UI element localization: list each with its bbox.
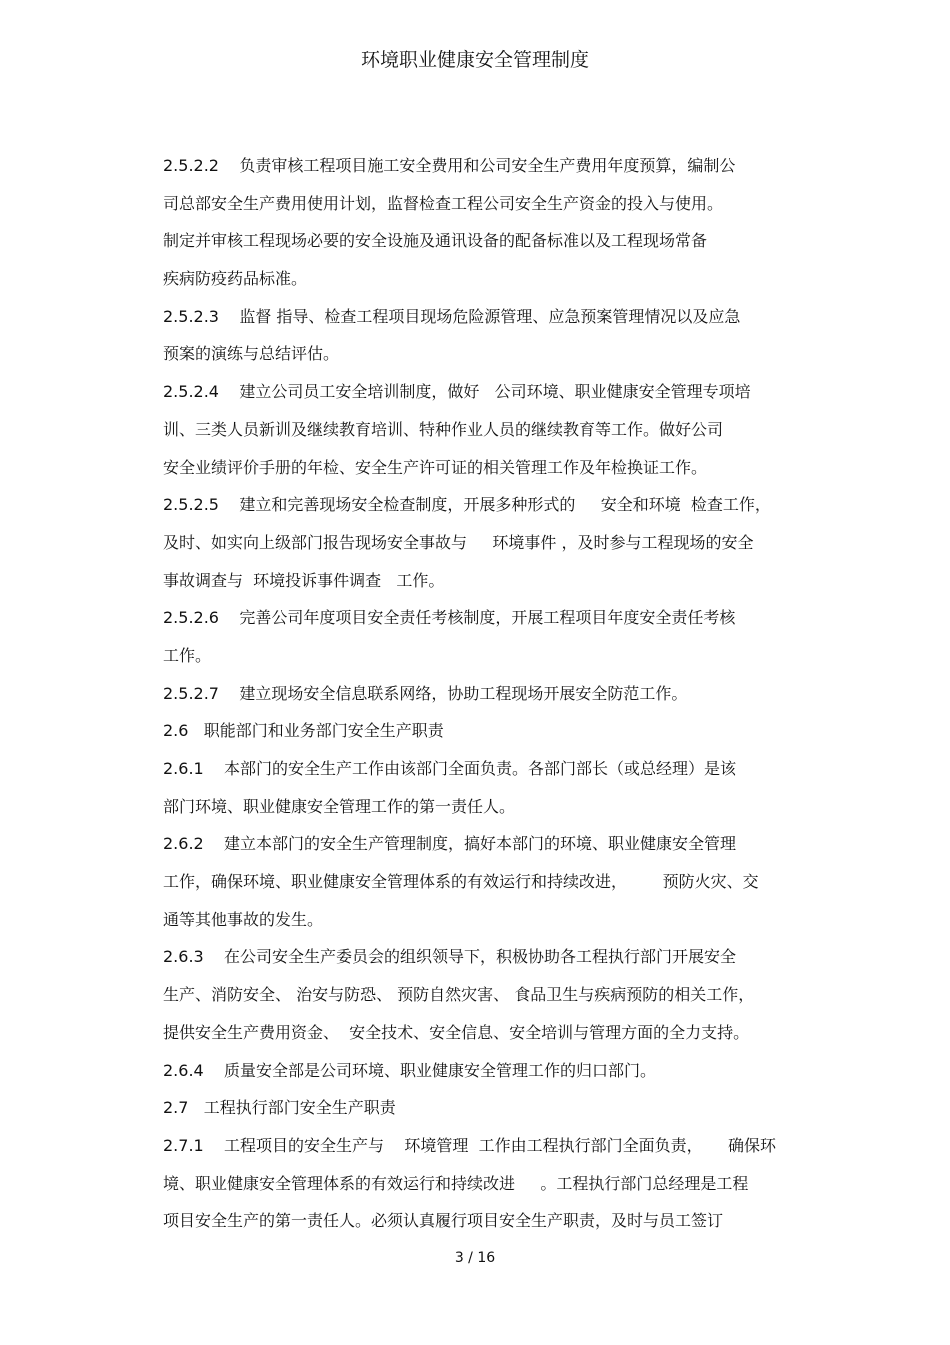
text-line: 2.5.2.7 建立现场安全信息联系网络，协助工程现场开展安全防范工作。 — [163, 683, 688, 703]
text-line: 2.5.2.3 监督 指导、检查工程项目现场危险源管理、应急预案管理情况以及应急 — [163, 306, 741, 326]
text-line: 2.5.2.4 建立公司员工安全培训制度，做好 公司环境、职业健康安全管理专项培 — [163, 382, 751, 402]
text-line: 疾病防疫药品标准。 — [163, 269, 308, 289]
text-line: 工作，确保环境、职业健康安全管理体系的有效运行和持续改进， 预防火灾、交 — [163, 872, 759, 892]
text-line: 通等其他事故的发生。 — [163, 909, 324, 929]
text-line: 项目安全生产的第一责任人。必须认真履行项目安全生产职责，及时与员工签订 — [163, 1211, 724, 1231]
text-line: 预案的演练与总结评估。 — [163, 344, 340, 364]
text-line: 境、职业健康安全管理体系的有效运行和持续改进 。工程执行部门总经理是工程 — [163, 1173, 749, 1193]
text-line: 2.5.2.5 建立和完善现场安全检查制度，开展多种形式的 安全和环境 检查工作， — [163, 495, 771, 515]
text-line: 提供安全生产费用资金、 安全技术、安全信息、安全培训与管理方面的全力支持。 — [163, 1022, 750, 1042]
text-line: 2.6.4 质量安全部是公司环境、职业健康安全管理工作的归口部门。 — [163, 1060, 657, 1080]
section-heading: 2.7 工程执行部门安全生产职责 — [163, 1098, 396, 1118]
text-line: 及时、如实向上级部门报告现场安全事故与 环境事件 ，及时参与工程现场的安全 — [163, 532, 754, 552]
section-heading: 2.6 职能部门和业务部门安全生产职责 — [163, 721, 444, 741]
text-line: 工作。 — [163, 645, 212, 665]
text-line: 训、三类人员新训及继续教育培训、特种作业人员的继续教育等工作。做好公司 — [163, 419, 724, 439]
text-line: 2.6.3 在公司安全生产委员会的组织领导下，积极协助各工程执行部门开展安全 — [163, 947, 737, 967]
text-line: 2.6.1 本部门的安全生产工作由该部门全面负责。各部门部长（或总经理）是该 — [163, 759, 737, 778]
text-line: 生产、消防安全、 治安与防恐、 预防自然灾害、 食品卫生与疾病预防的相关工作， — [163, 985, 755, 1005]
text-line: 司总部安全生产费用使用计划，监督检查工程公司安全生产资金的投入与使用。 — [163, 193, 724, 213]
page-number: 3 / 16 — [454, 1250, 496, 1266]
text-line: 2.5.2.6 完善公司年度项目安全责任考核制度，开展工程项目年度安全责任考核 — [163, 608, 736, 628]
text-line: 部门环境、职业健康安全管理工作的第一责任人。 — [163, 796, 516, 816]
text-line: 2.7.1 工程项目的安全生产与 环境管理 工作由工程执行部门全面负责， 确保环 — [163, 1135, 777, 1155]
text-line: 2.6.2 建立本部门的安全生产管理制度，搞好本部门的环境、职业健康安全管理 — [163, 834, 737, 854]
document-body — [163, 150, 843, 1243]
text-line: 安全业绩评价手册的年检、安全生产许可证的相关管理工作及年检换证工作。 — [163, 457, 708, 477]
text-line: 事故调查与 环境投诉事件调查 工作。 — [163, 570, 445, 590]
page-title: 环境职业健康安全管理制度 — [360, 49, 589, 71]
text-line: 制定并审核工程现场必要的安全设施及通讯设备的配备标准以及工程现场常备 — [163, 231, 708, 251]
text-line: 2.5.2.2 负责审核工程项目施工安全费用和公司安全生产费用年度预算，编制公 — [163, 156, 736, 175]
